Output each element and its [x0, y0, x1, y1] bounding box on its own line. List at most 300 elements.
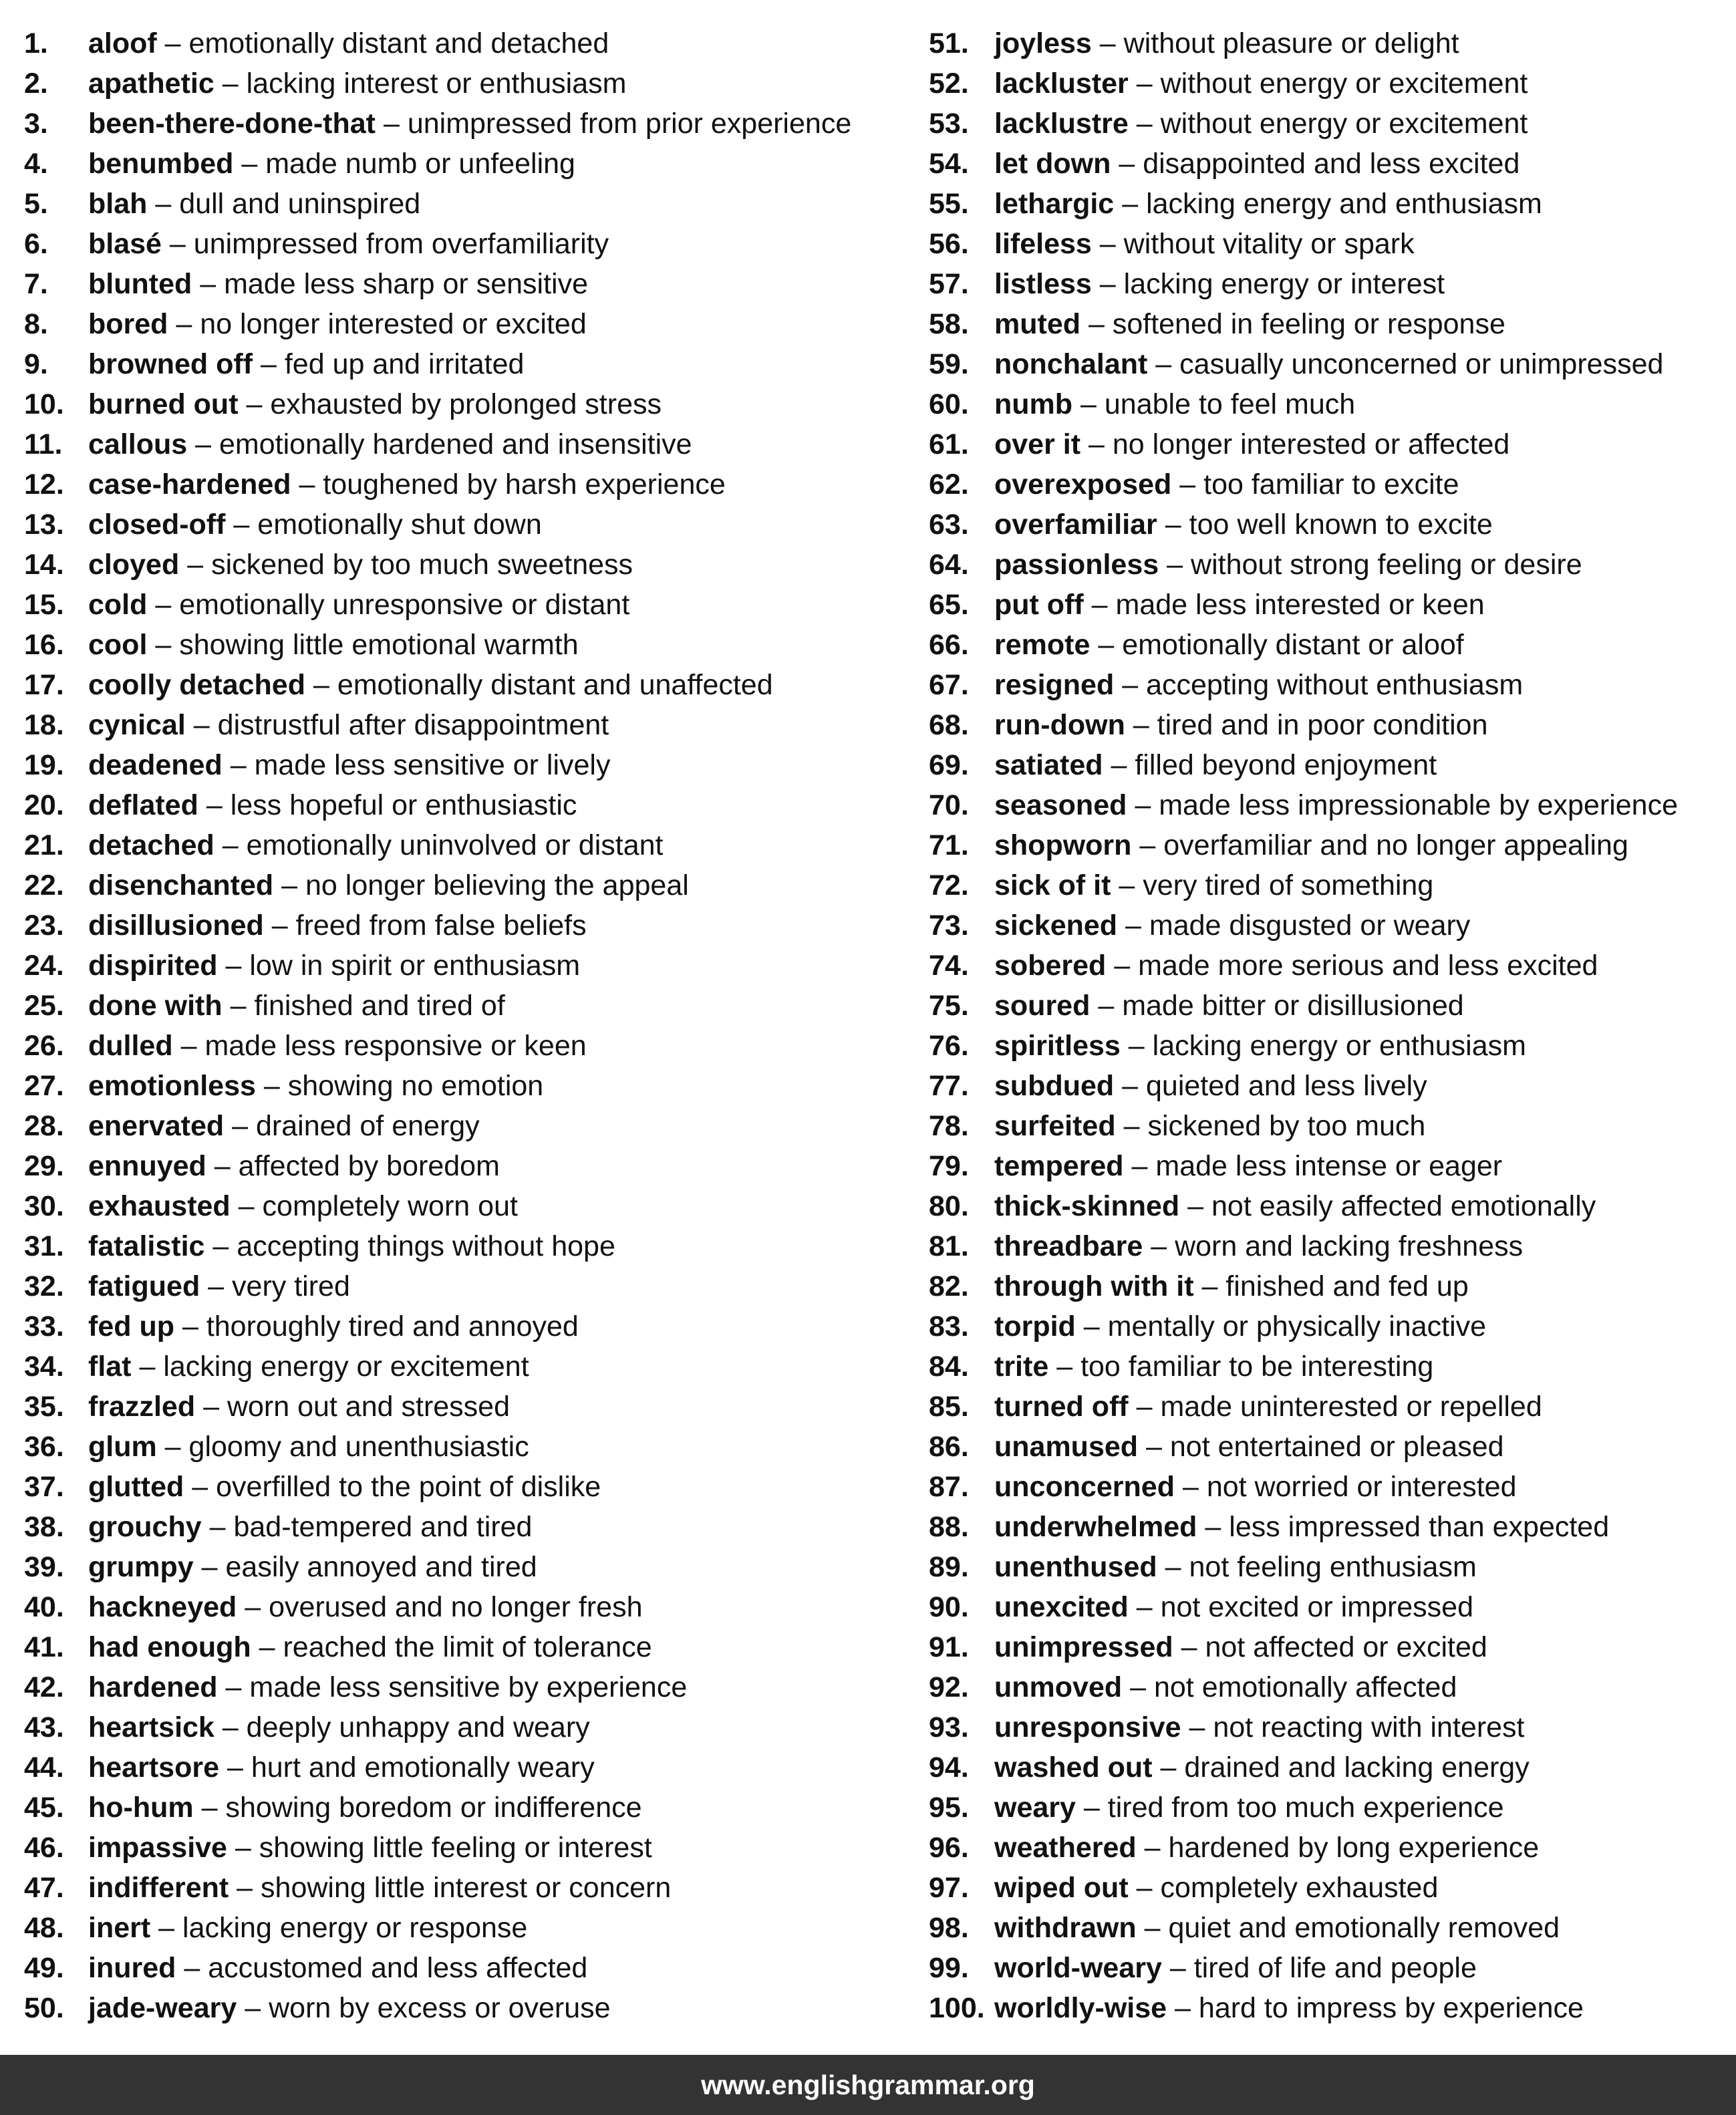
item-number: 52.	[929, 67, 969, 100]
item-word: tempered	[994, 1150, 1124, 1182]
item-definition: without energy or excitement	[1160, 108, 1528, 140]
item-definition: disappointed and less excited	[1143, 148, 1520, 180]
list-item	[24, 1387, 893, 1427]
item-word: numb	[994, 388, 1073, 420]
item-dash: –	[383, 108, 400, 140]
item-dash: –	[1119, 869, 1135, 901]
item-number: 12.	[24, 468, 64, 501]
item-dash: –	[1056, 1351, 1073, 1383]
list-item	[929, 1948, 1731, 1988]
item-dash: –	[1099, 27, 1116, 59]
item-dash: –	[1114, 950, 1131, 982]
item-dash: –	[1135, 789, 1151, 821]
list-item	[929, 1306, 1731, 1347]
item-dash: –	[1160, 1751, 1177, 1784]
item-number: 34.	[24, 1351, 64, 1383]
list-item	[24, 986, 893, 1026]
item-word: unresponsive	[994, 1711, 1181, 1743]
item-definition: made numb or unfeeling	[265, 148, 575, 180]
list-item	[929, 905, 1731, 946]
item-number: 78.	[929, 1110, 969, 1142]
item-number: 69.	[929, 749, 969, 781]
item-number: 89.	[929, 1551, 969, 1583]
item-number: 43.	[24, 1711, 64, 1743]
item-dash: –	[201, 1792, 218, 1824]
item-word: wiped out	[994, 1872, 1129, 1904]
item-number: 99.	[929, 1952, 969, 1984]
list-item	[24, 1627, 893, 1667]
list-item	[929, 505, 1731, 545]
item-dash: –	[1151, 1230, 1167, 1262]
item-definition: accepting things without hope	[237, 1230, 615, 1262]
item-dash: –	[1125, 909, 1141, 942]
item-dash: –	[206, 789, 223, 821]
item-definition: not affected or excited	[1205, 1631, 1487, 1663]
item-dash: –	[164, 1431, 181, 1463]
item-dash: –	[271, 909, 288, 942]
item-word: dispirited	[88, 950, 218, 982]
item-word: disillusioned	[88, 909, 264, 942]
item-definition: softened in feeling or response	[1112, 308, 1505, 340]
item-number: 75.	[929, 990, 969, 1022]
list-item	[24, 1306, 893, 1347]
item-number: 92.	[929, 1671, 969, 1703]
list-item	[24, 144, 893, 184]
item-word: inured	[88, 1952, 176, 1984]
item-number: 13.	[24, 509, 64, 541]
item-definition: bad-tempered and tired	[233, 1511, 533, 1543]
item-number: 53.	[929, 108, 969, 140]
item-number: 86.	[929, 1431, 969, 1463]
list-item	[24, 1146, 893, 1186]
item-dash: –	[225, 1671, 242, 1703]
list-item	[929, 1106, 1731, 1146]
item-definition: completely exhausted	[1160, 1872, 1439, 1904]
item-definition: made less sharp or sensitive	[224, 268, 588, 300]
item-word: cold	[88, 589, 148, 621]
item-dash: –	[192, 1471, 208, 1503]
item-word: unmoved	[994, 1671, 1123, 1703]
item-dash: –	[222, 829, 239, 861]
word-list-left-column	[24, 23, 893, 2028]
item-definition: emotionally distant or aloof	[1122, 629, 1464, 661]
item-dash: –	[203, 1391, 219, 1423]
item-number: 17.	[24, 669, 64, 701]
list-item	[24, 785, 893, 825]
list-item	[929, 63, 1731, 104]
item-number: 39.	[24, 1551, 64, 1583]
item-word: glutted	[88, 1471, 184, 1503]
item-word: unimpressed	[994, 1631, 1173, 1663]
list-item	[24, 1186, 893, 1226]
item-dash: –	[1136, 108, 1153, 140]
list-item	[24, 1948, 893, 1988]
item-word: turned off	[994, 1391, 1129, 1423]
item-number: 29.	[24, 1150, 64, 1182]
item-dash: –	[1122, 1070, 1139, 1102]
item-dash: –	[1136, 1391, 1153, 1423]
item-number: 38.	[24, 1511, 64, 1543]
item-word: muted	[994, 308, 1080, 340]
item-dash: –	[237, 1872, 253, 1904]
list-item	[24, 825, 893, 865]
item-word: grouchy	[88, 1511, 202, 1543]
list-item	[929, 1988, 1731, 2028]
item-number: 63.	[929, 509, 969, 541]
item-definition: lacking energy or response	[182, 1912, 528, 1944]
item-dash: –	[1136, 1591, 1153, 1623]
item-number: 25.	[24, 990, 64, 1022]
item-definition: too well known to excite	[1189, 509, 1493, 541]
item-word: threadbare	[994, 1230, 1143, 1262]
list-item	[929, 1427, 1731, 1467]
item-dash: –	[1128, 1030, 1145, 1062]
item-dash: –	[1167, 549, 1183, 581]
item-definition: completely worn out	[262, 1190, 518, 1222]
list-item	[24, 705, 893, 745]
item-number: 61.	[929, 428, 969, 460]
item-number: 79.	[929, 1150, 969, 1182]
item-word: run-down	[994, 709, 1125, 741]
item-word: remote	[994, 629, 1091, 661]
list-item	[929, 665, 1731, 705]
list-item	[929, 946, 1731, 986]
item-definition: very tired	[232, 1270, 350, 1302]
list-item	[24, 1226, 893, 1266]
list-item	[929, 344, 1731, 384]
item-number: 81.	[929, 1230, 969, 1262]
list-item	[929, 625, 1731, 665]
item-word: shopworn	[994, 829, 1132, 861]
item-definition: made bitter or disillusioned	[1122, 990, 1464, 1022]
item-word: inert	[88, 1912, 151, 1944]
list-item	[24, 1026, 893, 1066]
item-definition: emotionally shut down	[257, 509, 542, 541]
item-dash: –	[182, 1310, 198, 1343]
item-number: 56.	[929, 228, 969, 260]
list-item	[929, 1387, 1731, 1427]
item-word: emotionless	[88, 1070, 256, 1102]
item-number: 8.	[24, 308, 48, 340]
item-definition: unimpressed from overfamiliarity	[193, 228, 609, 260]
item-number: 49.	[24, 1952, 64, 1984]
item-dash: –	[169, 228, 186, 260]
item-dash: –	[245, 1992, 261, 2024]
item-definition: worn by excess or overuse	[269, 1992, 611, 2024]
list-item	[24, 1707, 893, 1747]
item-number: 46.	[24, 1832, 64, 1864]
item-dash: –	[176, 308, 192, 340]
item-word: benumbed	[88, 148, 234, 180]
item-word: through with it	[994, 1270, 1194, 1302]
list-item	[929, 1667, 1731, 1707]
item-dash: –	[1111, 749, 1127, 781]
item-number: 68.	[929, 709, 969, 741]
item-definition: freed from false beliefs	[295, 909, 587, 942]
item-dash: –	[281, 869, 298, 901]
item-word: fatigued	[88, 1270, 200, 1302]
item-dash: –	[158, 1912, 175, 1944]
item-dash: –	[1155, 348, 1172, 380]
item-definition: showing no emotion	[287, 1070, 544, 1102]
item-dash: –	[235, 1832, 251, 1864]
item-number: 1.	[24, 27, 48, 59]
item-word: been-there-done-that	[88, 108, 376, 140]
item-definition: low in spirit or enthusiasm	[249, 950, 581, 982]
item-number: 88.	[929, 1511, 969, 1543]
item-number: 82.	[929, 1270, 969, 1302]
item-dash: –	[246, 388, 263, 420]
item-definition: lacking interest or enthusiasm	[246, 67, 627, 100]
item-word: unexcited	[994, 1591, 1129, 1623]
list-item	[929, 304, 1731, 344]
item-definition: finished and fed up	[1225, 1270, 1469, 1302]
item-word: heartsore	[88, 1751, 219, 1784]
item-definition: without vitality or spark	[1123, 228, 1415, 260]
item-number: 94.	[929, 1751, 969, 1784]
item-word: lacklustre	[994, 108, 1129, 140]
list-item	[929, 264, 1731, 304]
item-word: seasoned	[994, 789, 1127, 821]
item-number: 33.	[24, 1310, 64, 1343]
list-item	[929, 1828, 1731, 1868]
item-dash: –	[1187, 1190, 1204, 1222]
item-word: unamused	[994, 1431, 1139, 1463]
item-number: 71.	[929, 829, 969, 861]
item-definition: no longer interested or excited	[200, 308, 587, 340]
item-definition: hard to impress by experience	[1198, 1992, 1584, 2024]
item-definition: made more serious and less excited	[1138, 950, 1598, 982]
list-item	[24, 1908, 893, 1948]
item-dash: –	[1165, 1551, 1181, 1583]
item-word: coolly detached	[88, 669, 305, 701]
item-number: 100.	[929, 1992, 985, 2024]
item-definition: showing little feeling or interest	[259, 1832, 652, 1864]
item-word: callous	[88, 428, 188, 460]
item-word: worldly-wise	[994, 1992, 1167, 2024]
item-dash: –	[230, 990, 247, 1022]
item-word: spiritless	[994, 1030, 1121, 1062]
item-definition: emotionally hardened and insensitive	[219, 428, 692, 460]
item-number: 40.	[24, 1591, 64, 1623]
item-word: done with	[88, 990, 223, 1022]
item-number: 31.	[24, 1230, 64, 1262]
item-word: fatalistic	[88, 1230, 205, 1262]
list-item	[24, 424, 893, 464]
item-dash: –	[1122, 669, 1139, 701]
item-number: 55.	[929, 188, 969, 220]
item-dash: –	[1136, 67, 1153, 100]
item-number: 84.	[929, 1351, 969, 1383]
item-definition: casually unconcerned or unimpressed	[1179, 348, 1664, 380]
item-definition: emotionally uninvolved or distant	[246, 829, 664, 861]
item-definition: without strong feeling or desire	[1191, 549, 1582, 581]
item-word: had enough	[88, 1631, 251, 1663]
item-definition: dull and uninspired	[179, 188, 421, 220]
item-definition: made less sensitive or lively	[254, 749, 611, 781]
item-word: lackluster	[994, 67, 1129, 100]
item-definition: not easily affected emotionally	[1211, 1190, 1596, 1222]
list-item	[24, 384, 893, 424]
list-item	[24, 1587, 893, 1627]
item-word: ho-hum	[88, 1792, 194, 1824]
list-item	[929, 1747, 1731, 1788]
list-item	[929, 464, 1731, 505]
item-word: satiated	[994, 749, 1103, 781]
list-item	[24, 464, 893, 505]
list-item	[24, 1266, 893, 1306]
item-word: blah	[88, 188, 148, 220]
item-definition: lacking energy and enthusiasm	[1146, 188, 1542, 220]
item-dash: –	[155, 629, 172, 661]
item-definition: overfilled to the point of dislike	[216, 1471, 601, 1503]
item-number: 42.	[24, 1671, 64, 1703]
item-dash: –	[227, 1751, 243, 1784]
item-word: fed up	[88, 1310, 174, 1343]
item-word: flat	[88, 1351, 132, 1383]
list-item	[929, 1186, 1731, 1226]
list-item	[24, 304, 893, 344]
item-word: lethargic	[994, 188, 1115, 220]
item-word: hardened	[88, 1671, 218, 1703]
item-definition: mentally or physically inactive	[1107, 1310, 1487, 1343]
list-item	[929, 384, 1731, 424]
list-item	[929, 184, 1731, 224]
item-word: subdued	[994, 1070, 1115, 1102]
item-dash: –	[1099, 228, 1116, 260]
item-word: blunted	[88, 268, 192, 300]
item-word: resigned	[994, 669, 1115, 701]
item-number: 98.	[929, 1912, 969, 1944]
item-word: nonchalant	[994, 348, 1148, 380]
item-word: browned off	[88, 348, 253, 380]
item-number: 22.	[24, 869, 64, 901]
item-word: overfamiliar	[994, 509, 1157, 541]
item-definition: sickened by too much sweetness	[211, 549, 633, 581]
item-word: over it	[994, 428, 1081, 460]
item-definition: made disgusted or weary	[1149, 909, 1471, 942]
item-word: glum	[88, 1431, 157, 1463]
item-number: 65.	[929, 589, 969, 621]
list-item	[929, 865, 1731, 905]
item-dash: –	[193, 709, 210, 741]
list-item	[929, 424, 1731, 464]
item-dash: –	[187, 549, 204, 581]
item-number: 11.	[24, 428, 63, 460]
item-word: deflated	[88, 789, 198, 821]
item-definition: very tired of something	[1143, 869, 1434, 901]
list-item	[24, 1066, 893, 1106]
item-dash: –	[238, 1190, 255, 1222]
item-word: impassive	[88, 1832, 227, 1864]
item-word: overexposed	[994, 468, 1172, 501]
list-item	[24, 1988, 893, 2028]
item-dash: –	[200, 268, 216, 300]
item-number: 51.	[929, 27, 969, 59]
item-number: 48.	[24, 1912, 64, 1944]
item-number: 70.	[929, 789, 969, 821]
item-number: 72.	[929, 869, 969, 901]
item-number: 54.	[929, 148, 969, 180]
item-number: 28.	[24, 1110, 64, 1142]
item-definition: overfamiliar and no longer appealing	[1163, 829, 1628, 861]
item-dash: –	[1098, 629, 1115, 661]
item-definition: not reacting with interest	[1213, 1711, 1525, 1743]
item-definition: finished and tired of	[254, 990, 505, 1022]
list-item	[929, 1788, 1731, 1828]
item-definition: emotionally distant and detached	[188, 27, 609, 59]
list-item	[929, 745, 1731, 785]
list-item	[929, 1707, 1731, 1747]
list-item	[929, 1587, 1731, 1627]
item-dash: –	[155, 589, 172, 621]
item-definition: filled beyond enjoyment	[1135, 749, 1437, 781]
item-definition: without energy or excitement	[1160, 67, 1528, 100]
item-number: 74.	[929, 950, 969, 982]
item-definition: accustomed and less affected	[208, 1952, 588, 1984]
item-dash: –	[233, 509, 250, 541]
list-item	[24, 865, 893, 905]
list-item	[929, 1226, 1731, 1266]
item-dash: –	[1205, 1511, 1221, 1543]
item-number: 67.	[929, 669, 969, 701]
item-dash: –	[222, 67, 239, 100]
item-definition: not excited or impressed	[1160, 1591, 1474, 1623]
item-dash: –	[201, 1551, 218, 1583]
list-item	[24, 1507, 893, 1547]
list-item	[929, 224, 1731, 264]
item-dash: –	[1131, 1150, 1148, 1182]
item-dash: –	[195, 428, 212, 460]
item-dash: –	[1080, 388, 1097, 420]
item-dash: –	[1144, 1832, 1161, 1864]
item-word: jade-weary	[88, 1992, 237, 2024]
item-definition: unimpressed from prior experience	[407, 108, 852, 140]
list-item	[24, 1467, 893, 1507]
item-number: 87.	[929, 1471, 969, 1503]
item-definition: quieted and less lively	[1146, 1070, 1427, 1102]
item-number: 21.	[24, 829, 64, 861]
item-word: put off	[994, 589, 1084, 621]
item-definition: no longer interested or affected	[1112, 428, 1510, 460]
item-dash: –	[208, 1270, 225, 1302]
list-item	[24, 625, 893, 665]
item-number: 59.	[929, 348, 969, 380]
item-definition: emotionally distant and unaffected	[337, 669, 773, 701]
item-number: 96.	[929, 1832, 969, 1864]
item-definition: not entertained or pleased	[1169, 1431, 1504, 1463]
list-item	[929, 1467, 1731, 1507]
item-dash: –	[225, 950, 242, 982]
list-item	[929, 585, 1731, 625]
item-number: 20.	[24, 789, 64, 821]
item-dash: –	[1083, 1310, 1100, 1343]
list-item	[24, 104, 893, 144]
item-definition: lacking energy or enthusiasm	[1152, 1030, 1526, 1062]
item-dash: –	[1123, 1110, 1140, 1142]
item-number: 73.	[929, 909, 969, 942]
item-definition: thoroughly tired and annoyed	[206, 1310, 579, 1343]
list-item	[929, 1507, 1731, 1547]
item-dash: –	[1189, 1711, 1205, 1743]
item-dash: –	[1144, 1912, 1161, 1944]
item-definition: reached the limit of tolerance	[283, 1631, 652, 1663]
item-word: apathetic	[88, 67, 214, 100]
item-word: washed out	[994, 1751, 1153, 1784]
item-number: 93.	[929, 1711, 969, 1743]
list-item	[24, 505, 893, 545]
item-word: disenchanted	[88, 869, 274, 901]
